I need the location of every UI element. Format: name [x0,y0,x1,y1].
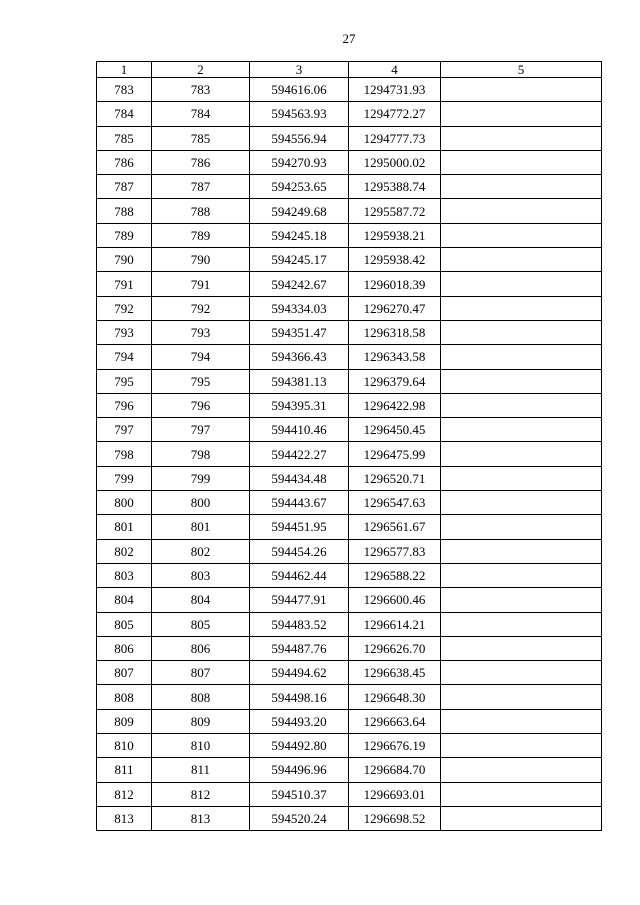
y-coordinate-cell: 1296318.58 [349,320,441,344]
y-coordinate-cell: 1295000.02 [349,150,441,174]
y-coordinate-cell: 1296626.70 [349,636,441,660]
table-row [97,612,602,636]
note-cell [441,78,602,102]
y-coordinate-cell: 1296450.45 [349,418,441,442]
point-id-cell: 805 [152,612,250,636]
table-row [97,685,602,709]
note-cell [441,636,602,660]
point-number-cell: 800 [97,491,152,515]
point-number-cell: 813 [97,806,152,830]
table-row [97,806,602,830]
table-row [97,369,602,393]
x-coordinate-cell: 594366.43 [250,345,349,369]
note-cell [441,248,602,272]
point-id-cell: 810 [152,734,250,758]
point-id-cell: 799 [152,466,250,490]
header-row [97,62,602,78]
note-cell [441,320,602,344]
point-id-cell: 792 [152,296,250,320]
table-row [97,661,602,685]
x-coordinate-cell: 594410.46 [250,418,349,442]
note-cell [441,515,602,539]
table-row [97,150,602,174]
y-coordinate-cell: 1296693.01 [349,782,441,806]
table-row [97,734,602,758]
column-header-4: 4 [349,62,441,78]
point-id-cell: 808 [152,685,250,709]
point-id-cell: 795 [152,369,250,393]
y-coordinate-cell: 1296520.71 [349,466,441,490]
y-coordinate-cell: 1295938.21 [349,223,441,247]
point-number-cell: 794 [97,345,152,369]
point-id-cell: 790 [152,248,250,272]
x-coordinate-cell: 594434.48 [250,466,349,490]
point-id-cell: 811 [152,758,250,782]
table-row [97,709,602,733]
point-id-cell: 800 [152,491,250,515]
y-coordinate-cell: 1296018.39 [349,272,441,296]
point-id-cell: 796 [152,393,250,417]
table-row [97,782,602,806]
point-id-cell: 791 [152,272,250,296]
point-number-cell: 787 [97,175,152,199]
table-row [97,393,602,417]
point-number-cell: 804 [97,588,152,612]
x-coordinate-cell: 594249.68 [250,199,349,223]
point-number-cell: 789 [97,223,152,247]
point-id-cell: 789 [152,223,250,247]
point-number-cell: 808 [97,685,152,709]
point-number-cell: 790 [97,248,152,272]
x-coordinate-cell: 594454.26 [250,539,349,563]
x-coordinate-cell: 594245.18 [250,223,349,247]
note-cell [441,223,602,247]
x-coordinate-cell: 594443.67 [250,491,349,515]
note-cell [441,102,602,126]
point-number-cell: 811 [97,758,152,782]
note-cell [441,345,602,369]
point-number-cell: 799 [97,466,152,490]
x-coordinate-cell: 594616.06 [250,78,349,102]
point-id-cell: 812 [152,782,250,806]
table-row [97,758,602,782]
y-coordinate-cell: 1296379.64 [349,369,441,393]
table-row [97,320,602,344]
table-row [97,175,602,199]
x-coordinate-cell: 594242.67 [250,272,349,296]
point-number-cell: 792 [97,296,152,320]
point-number-cell: 806 [97,636,152,660]
point-number-cell: 810 [97,734,152,758]
note-cell [441,466,602,490]
x-coordinate-cell: 594483.52 [250,612,349,636]
column-header-5: 5 [441,62,602,78]
table-row [97,126,602,150]
x-coordinate-cell: 594487.76 [250,636,349,660]
point-number-cell: 788 [97,199,152,223]
y-coordinate-cell: 1296638.45 [349,661,441,685]
column-header-3: 3 [250,62,349,78]
x-coordinate-cell: 594494.62 [250,661,349,685]
table-row [97,272,602,296]
note-cell [441,782,602,806]
table-row [97,442,602,466]
note-cell [441,758,602,782]
note-cell [441,175,602,199]
y-coordinate-cell: 1296422.98 [349,393,441,417]
note-cell [441,393,602,417]
note-cell [441,150,602,174]
note-cell [441,709,602,733]
table-row [97,563,602,587]
x-coordinate-cell: 594462.44 [250,563,349,587]
y-coordinate-cell: 1295587.72 [349,199,441,223]
point-id-cell: 804 [152,588,250,612]
point-id-cell: 802 [152,539,250,563]
x-coordinate-cell: 594451.95 [250,515,349,539]
y-coordinate-cell: 1296343.58 [349,345,441,369]
point-id-cell: 798 [152,442,250,466]
table-row [97,588,602,612]
x-coordinate-cell: 594477.91 [250,588,349,612]
x-coordinate-cell: 594270.93 [250,150,349,174]
x-coordinate-cell: 594493.20 [250,709,349,733]
table-row [97,78,602,102]
y-coordinate-cell: 1295388.74 [349,175,441,199]
point-number-cell: 805 [97,612,152,636]
point-id-cell: 806 [152,636,250,660]
note-cell [441,806,602,830]
point-number-cell: 796 [97,393,152,417]
table-header [97,62,602,78]
note-cell [441,661,602,685]
point-id-cell: 783 [152,78,250,102]
x-coordinate-cell: 594496.96 [250,758,349,782]
x-coordinate-cell: 594395.31 [250,393,349,417]
note-cell [441,369,602,393]
x-coordinate-cell: 594381.13 [250,369,349,393]
note-cell [441,734,602,758]
table-row [97,466,602,490]
y-coordinate-cell: 1294777.73 [349,126,441,150]
note-cell [441,539,602,563]
note-cell [441,588,602,612]
x-coordinate-cell: 594351.47 [250,320,349,344]
x-coordinate-cell: 594498.16 [250,685,349,709]
point-id-cell: 809 [152,709,250,733]
note-cell [441,685,602,709]
point-id-cell: 803 [152,563,250,587]
y-coordinate-cell: 1296561.67 [349,515,441,539]
y-coordinate-cell: 1296663.64 [349,709,441,733]
point-number-cell: 812 [97,782,152,806]
note-cell [441,563,602,587]
table-row [97,345,602,369]
note-cell [441,126,602,150]
y-coordinate-cell: 1296676.19 [349,734,441,758]
point-id-cell: 793 [152,320,250,344]
point-number-cell: 783 [97,78,152,102]
point-number-cell: 797 [97,418,152,442]
point-number-cell: 803 [97,563,152,587]
table-row [97,223,602,247]
point-id-cell: 794 [152,345,250,369]
note-cell [441,442,602,466]
point-number-cell: 795 [97,369,152,393]
table-row [97,296,602,320]
point-number-cell: 807 [97,661,152,685]
note-cell [441,418,602,442]
point-id-cell: 787 [152,175,250,199]
table-row [97,418,602,442]
y-coordinate-cell: 1296648.30 [349,685,441,709]
y-coordinate-cell: 1296600.46 [349,588,441,612]
page-number: 27 [342,31,356,46]
point-id-cell: 788 [152,199,250,223]
y-coordinate-cell: 1296614.21 [349,612,441,636]
point-id-cell: 786 [152,150,250,174]
point-id-cell: 785 [152,126,250,150]
point-number-cell: 784 [97,102,152,126]
y-coordinate-cell: 1295938.42 [349,248,441,272]
x-coordinate-cell: 594253.65 [250,175,349,199]
table-row [97,199,602,223]
x-coordinate-cell: 594334.03 [250,296,349,320]
x-coordinate-cell: 594422.27 [250,442,349,466]
y-coordinate-cell: 1296698.52 [349,806,441,830]
y-coordinate-cell: 1296684.70 [349,758,441,782]
point-id-cell: 807 [152,661,250,685]
column-header-2: 2 [152,62,250,78]
note-cell [441,199,602,223]
point-number-cell: 809 [97,709,152,733]
x-coordinate-cell: 594563.93 [250,102,349,126]
x-coordinate-cell: 594492.80 [250,734,349,758]
point-number-cell: 801 [97,515,152,539]
point-number-cell: 791 [97,272,152,296]
table-row [97,491,602,515]
y-coordinate-cell: 1294772.27 [349,102,441,126]
point-id-cell: 797 [152,418,250,442]
x-coordinate-cell: 594245.17 [250,248,349,272]
y-coordinate-cell: 1294731.93 [349,78,441,102]
point-id-cell: 784 [152,102,250,126]
table-row [97,636,602,660]
note-cell [441,296,602,320]
y-coordinate-cell: 1296475.99 [349,442,441,466]
table-body [97,78,602,831]
table-row [97,102,602,126]
point-id-cell: 813 [152,806,250,830]
column-header-1: 1 [97,62,152,78]
point-number-cell: 798 [97,442,152,466]
coordinates-table [96,61,602,831]
y-coordinate-cell: 1296577.83 [349,539,441,563]
y-coordinate-cell: 1296270.47 [349,296,441,320]
x-coordinate-cell: 594520.24 [250,806,349,830]
table-row [97,515,602,539]
note-cell [441,491,602,515]
y-coordinate-cell: 1296547.63 [349,491,441,515]
x-coordinate-cell: 594556.94 [250,126,349,150]
point-number-cell: 786 [97,150,152,174]
note-cell [441,612,602,636]
point-id-cell: 801 [152,515,250,539]
table-row [97,539,602,563]
y-coordinate-cell: 1296588.22 [349,563,441,587]
note-cell [441,272,602,296]
point-number-cell: 793 [97,320,152,344]
point-number-cell: 785 [97,126,152,150]
table-row [97,248,602,272]
x-coordinate-cell: 594510.37 [250,782,349,806]
point-number-cell: 802 [97,539,152,563]
